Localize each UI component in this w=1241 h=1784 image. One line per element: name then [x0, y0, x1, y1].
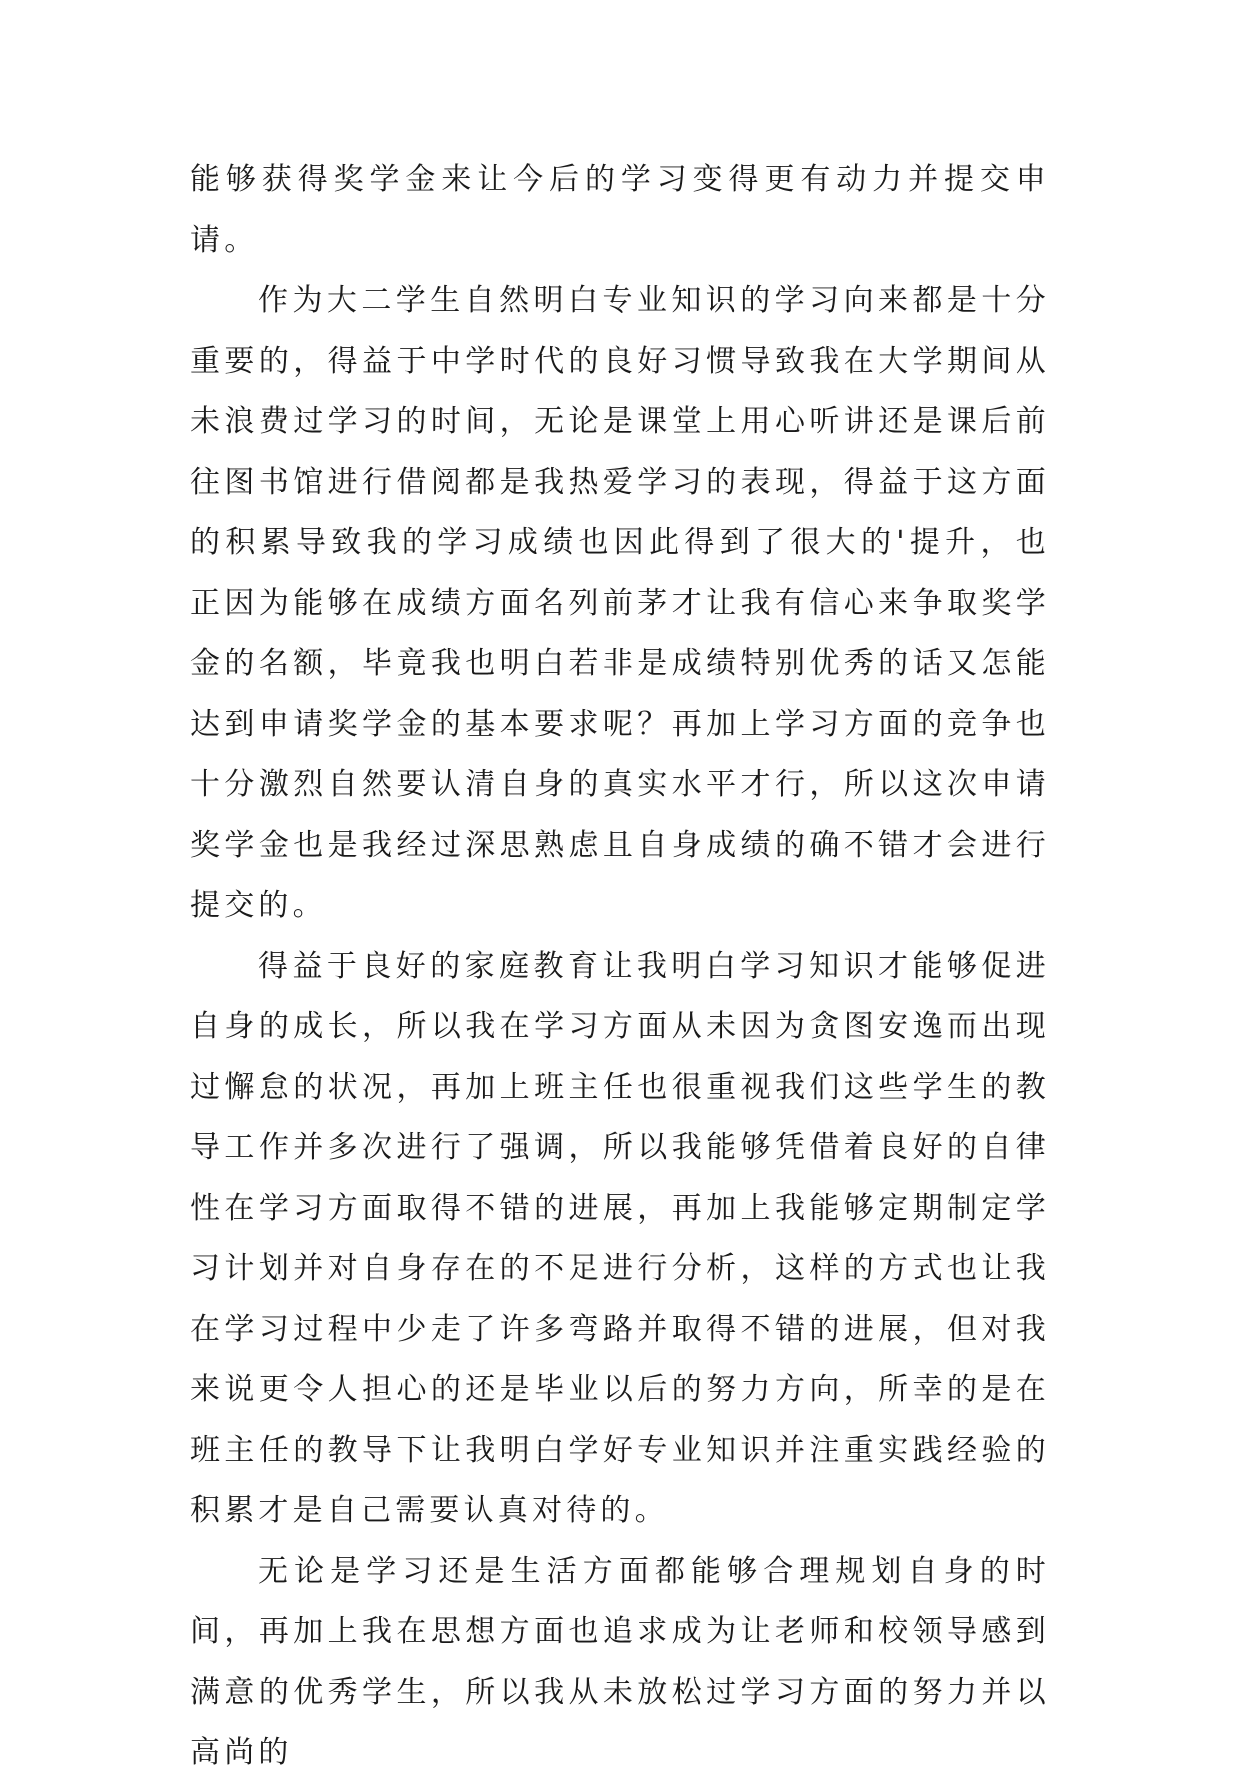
paragraph-3: 得益于良好的家庭教育让我明白学习知识才能够促进自身的成长，所以我在学习方面从未因为贪图安逸而出现过懈怠的状况，再加上班主任也很重视我们这些学生的教导工作并多次进行了强调，所以我能够凭借着良好的自律性在学习方面取得不错的进展，再加上我能够定期制定学习计划并对自身存在的不足进行分析，这样的方式也让我在学习过程中少走了许多弯路并取得不错的进展，但对我来说更令人担心的还是毕业以后的努力方向，所幸的是在班主任的教导下让我明白学好专业知识并注重实践经验的积累才是自己需要认真对待的。 [190, 948, 1050, 1528]
paragraph-1: 能够获得奖学金来让今后的学习变得更有动力并提交申请。 [190, 162, 1050, 258]
paragraph-2: 作为大二学生自然明白专业知识的学习向来都是十分重要的，得益于中学时代的良好习惯导致我在大学期间从未浪费过学习的时间，无论是课堂上用心听讲还是课后前往图书馆进行借阅都是我热爱学习的表现，得益于这方面的积累导致我的学习成绩也因此得到了很大的'提升，也正因为能够在成绩方面名列前茅才让我有信心来争取奖学金的名额，毕竟我也明白若非是成绩特别优秀的话又怎能达到申请奖学金的基本要求呢？再加上学习方面的竞争也十分激烈自然要认清自身的真实水平才行，所以这次申请奖学金也是我经过深思熟虑且自身成绩的确不错才会进行提交的。 [190, 283, 1050, 923]
document-body [190, 150, 1050, 1784]
paragraph-4: 无论是学习还是生活方面都能够合理规划自身的时间，再加上我在思想方面也追求成为让老师和校领导感到满意的优秀学生，所以我从未放松过学习方面的努力并以高尚的 [190, 1553, 1050, 1770]
